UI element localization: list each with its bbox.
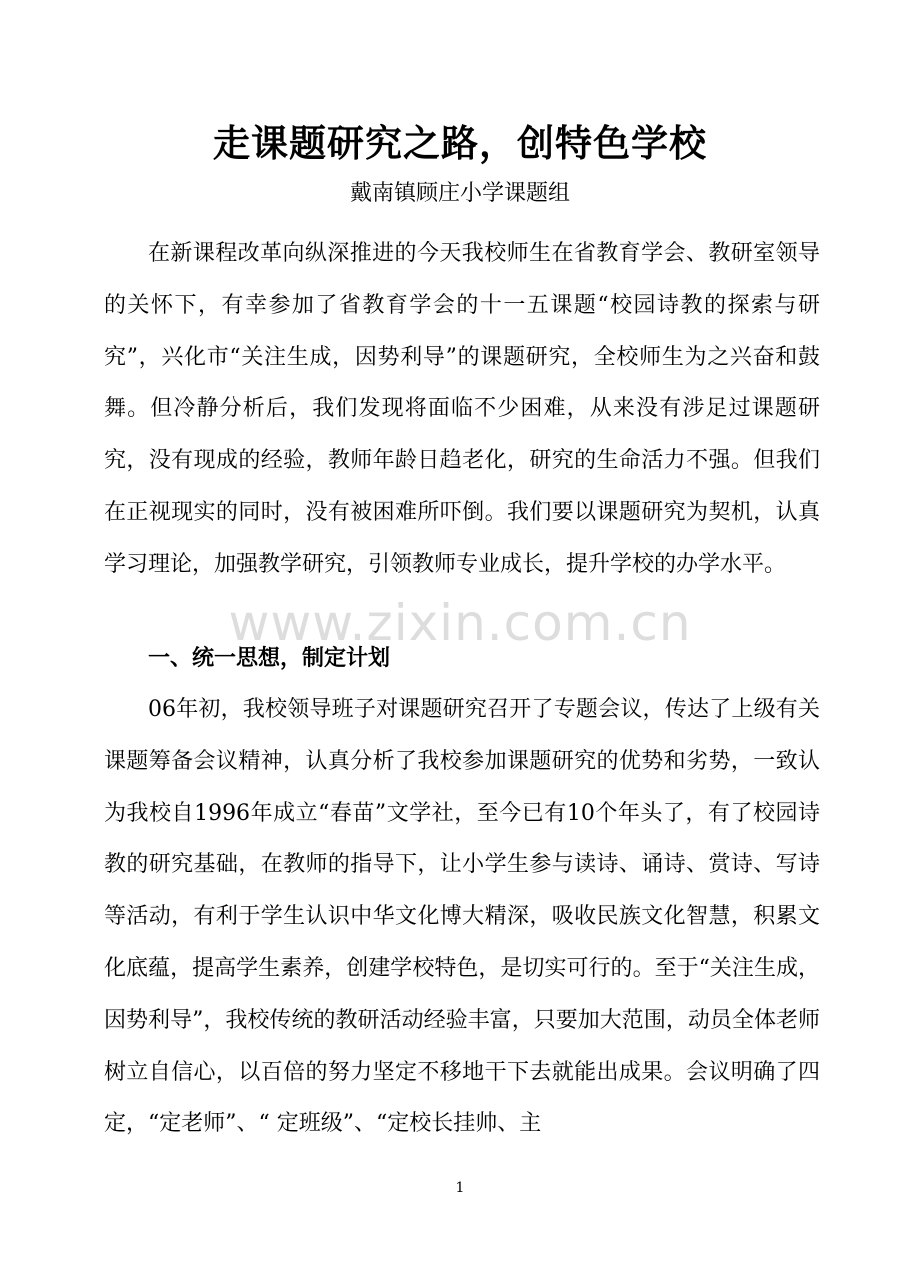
page-subtitle: 戴南镇顾庄小学课题组 (349, 181, 570, 206)
page-title: 走课题研究之路，创特色学校 (213, 122, 707, 165)
section-heading: 一、统一思想，制定计划 (148, 646, 391, 671)
page-number: 1 (455, 1180, 465, 1196)
paragraph-intro: 在新课程改革向纵深推进的今天我校师生在省教育学会、教研室领导的关怀下，有幸参加了省教育学会的十一五课题“校园诗教的探索与研究”，兴化市“关注生成，因势利导”的课题研究，全校师生为之兴奋和鼓舞。但冷静分析后，我们发现将面临不少困难，从来没有涉足过课题研究，没有现成的经验，教师年龄日趋老化，研究的生命活力不强。但我们在正视现实的同时，没有被困难所吓倒。我们要以课题研究为契机，认真学习理论，加强教学研究，引领教师专业成长，提升学校的办学水平。 (104, 241, 820, 577)
watermark: www.zixin.com.cn (228, 594, 692, 652)
paragraph-section-one: 06年初，我校领导班子对课题研究召开了专题会议，传达了上级有关课题筹备会议精神，认真分析了我校参加课题研究的优势和劣势，一致认为我校自1996年成立“春苗”文学社，至今已有10个年头了，有了校园诗教的研究基础，在教师的指导下，让小学生参与读诗、诵诗、赏诗、写诗等活动，有利于学生认识中华文化博大精深，吸收民族文化智慧，积累文化底蕴，提高学生素养，创建学校特色，是切实可行的。至于“关注生成，因势利导”，我校传统的教研活动经验丰富，只要加大范围，动员全体老师树立自信心，以百倍的努力坚定不移地干下去就能出成果。会议明确了四定，“定老师”、“ 定班级”、“定校长挂帅、主 (104, 697, 820, 1137)
